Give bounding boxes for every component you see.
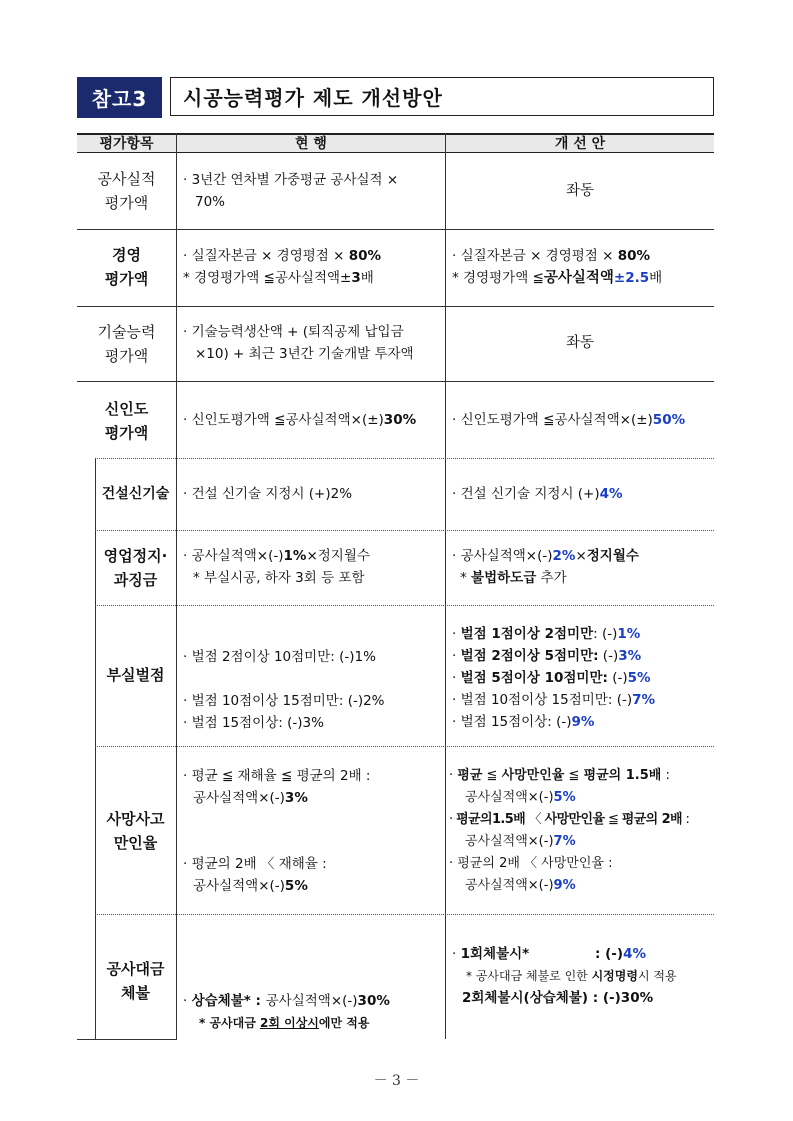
fatality-current: · 평균 ≦ 재해율 ≦ 평균의 2배 : 공사실적액×(-)3% · 평균의 2배 〈 재해율 : 공사실적액×(-)5% bbox=[183, 768, 371, 894]
row-label-fatality: 사망사고 만인율 bbox=[106, 810, 165, 852]
col-header-current: 현 행 bbox=[295, 136, 327, 152]
newtech-current: · 건설 신기술 지정시 (+)2% bbox=[183, 486, 353, 502]
tech-current: · 기술능력생산액 + (퇴직공제 납입금 ×10) + 최근 3년간 기술개발 투자액 bbox=[183, 324, 414, 362]
payment-current: · 상습체불* : 공사실적액×(-)30% * 공사대금 2회 이상시에만 적용 bbox=[183, 993, 390, 1030]
payment-improved: · 1회체불시* : (-)4% * 공사대금 체불로 인한 시정명령시 적용 2회체불시(상습체불) : (-)30% bbox=[452, 946, 677, 1006]
tech-improved: 좌동 bbox=[565, 335, 594, 351]
management-current: · 실질자본금 × 경영평점 × 80% * 경영평가액 ≦공사실적액±3배 bbox=[183, 248, 382, 286]
row-label-tech: 기술능력 평가액 bbox=[97, 323, 156, 365]
page-title: 시공능력평가 제도 개선방안 bbox=[170, 77, 714, 116]
penalty-current: · 벌점 2점이상 10점미만: (-)1% · 벌점 10점이상 15점미만: (-)2% · 벌점 15점이상: (-)3% bbox=[183, 649, 385, 731]
trust-improved: · 신인도평가액 ≦공사실적액×(±)50% bbox=[452, 412, 686, 428]
suspension-current: · 공사실적액×(-)1%×정지월수 * 부실시공, 하자 3회 등 포함 bbox=[183, 548, 370, 586]
construction-improved: 좌동 bbox=[565, 183, 594, 199]
col-header-item: 평가항목 bbox=[99, 136, 154, 152]
trust-current: · 신인도평가액 ≦공사실적액×(±)30% bbox=[183, 412, 417, 428]
row-label-newtech: 건설신기술 bbox=[101, 486, 170, 502]
newtech-improved: · 건설 신기술 지정시 (+)4% bbox=[452, 486, 623, 502]
row-label-management: 경영 평가액 bbox=[104, 246, 149, 288]
suspension-improved: · 공사실적액×(-)2%×정지월수 * 불법하도급 추가 bbox=[452, 548, 639, 586]
row-label-construction: 공사실적 평가액 bbox=[97, 170, 156, 212]
table-header bbox=[77, 133, 714, 153]
construction-current: · 3년간 연차별 가중평균 공사실적 × 70% bbox=[183, 172, 399, 210]
page-number: － 3 － bbox=[373, 1073, 420, 1089]
row-label-penalty: 부실벌점 bbox=[106, 666, 165, 684]
reference-tag: 참고3 bbox=[77, 77, 162, 118]
fatality-improved: · 평균 ≦ 사망만인율 ≦ 평균의 1.5배 : 공사실적액×(-)5% · 평균의1.5배 〈 사망만인율 ≦ 평균의 2배 : 공사실적액×(-)7% · 평균의 2배 〈 사망만인율 : 공사실적액×(-)9% bbox=[449, 768, 690, 893]
row-label-trust: 신인도 평가액 bbox=[104, 400, 149, 442]
col-header-improved: 개 선 안 bbox=[554, 136, 606, 152]
row-label-suspension: 영업정지· 과징금 bbox=[103, 547, 168, 589]
penalty-improved: · 벌점 1점이상 2점미만: (-)1% · 벌점 2점이상 5점미만: (-)3% · 벌점 5점이상 10점미만: (-)5% · 벌점 10점이상 15점미만: (-)7% · 벌점 15점이상: (-)9% bbox=[452, 626, 656, 730]
row-label-payment: 공사대금 체불 bbox=[106, 960, 165, 1002]
management-improved: · 실질자본금 × 경영평점 × 80% * 경영평가액 ≦공사실적액±2.5배 bbox=[452, 248, 663, 286]
